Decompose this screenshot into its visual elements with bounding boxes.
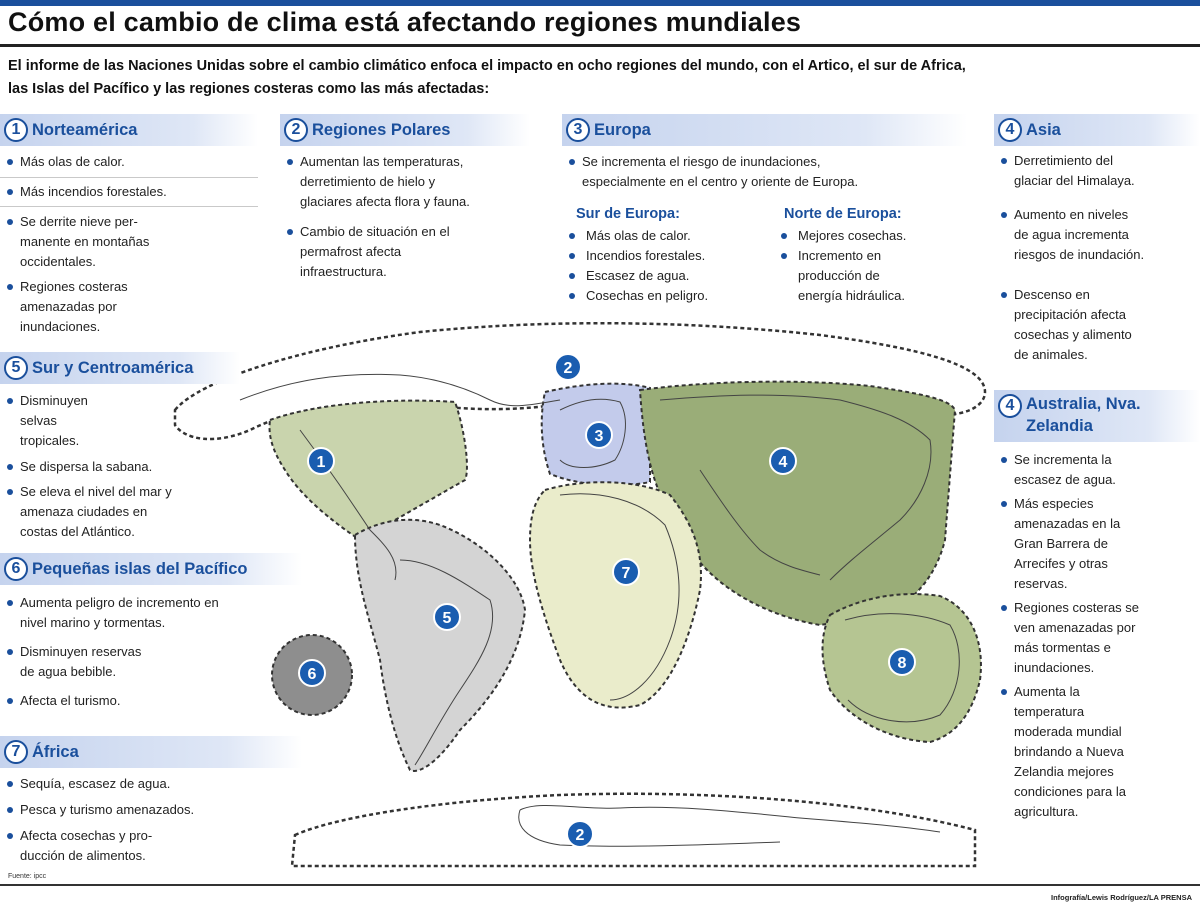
section-header [994, 390, 1200, 442]
section-europa [562, 114, 967, 306]
section-surcentro [0, 352, 240, 542]
section-number: 2 [284, 118, 308, 142]
source-credit: Fuente: ipcc [8, 873, 47, 880]
list-item: Más olas de calor. [0, 152, 258, 178]
section-title: Australia, Nva. Zelandia [1026, 395, 1141, 435]
page-title: Cómo el cambio de clima está afectando regiones mundiales [8, 7, 802, 37]
section-title: Asia [1026, 120, 1061, 139]
section-number: 7 [4, 740, 28, 764]
list-item: Sequía, escasez de agua. [0, 774, 302, 794]
list-item: Regiones costeras amenazadas por inundaciones. [0, 277, 258, 337]
section-number: 1 [4, 118, 28, 142]
section-header [562, 114, 967, 146]
section-header [0, 114, 258, 146]
list-item: Más especies amenazadas en la Gran Barrera de Arrecifes y otras reservas. [994, 494, 1200, 594]
section-title: Europa [594, 120, 651, 139]
sur-europa-title: Sur de Europa: [576, 206, 680, 222]
list-item: Cosechas en peligro. [562, 286, 774, 306]
sur-europa [562, 204, 774, 306]
list-item: Derretimiento del glaciar del Himalaya. [994, 151, 1200, 191]
norte-europa [774, 204, 964, 306]
list-item: Se incrementa el riesgo de inundaciones, especialmente en el centro y oriente de Europa. [562, 152, 967, 192]
marker-6 [299, 660, 325, 686]
section-header [994, 114, 1200, 146]
section-norteamerica [0, 114, 258, 337]
svg-text:7: 7 [621, 565, 631, 582]
section-australia [994, 390, 1200, 822]
section-asia [994, 114, 1200, 365]
list-item: Se derrite nieve per- manente en montañas occidentales. [0, 212, 258, 272]
list-item: Más incendios forestales. [0, 182, 258, 207]
list-item: Aumento en niveles de agua incrementa riesgos de inundación. [994, 205, 1200, 265]
list-item: Incendios forestales. [562, 246, 774, 266]
list-item: Afecta el turismo. [0, 691, 302, 711]
section-title: Sur y Centroamérica [32, 358, 194, 377]
list-item: Incremento en producción de energía hidráulica. [774, 246, 964, 306]
list-item: Se incrementa la escasez de agua. [994, 450, 1200, 490]
section-number: 3 [566, 118, 590, 142]
marker-2-antarctica [567, 821, 593, 847]
title-divider [0, 44, 1200, 47]
marker-2-arctic [555, 354, 581, 380]
section-header [280, 114, 530, 146]
list-item: Mejores cosechas. [774, 226, 964, 246]
section-title: Pequeñas islas del Pacífico [32, 559, 248, 578]
list-item: Se dispersa la sabana. [0, 457, 240, 477]
section-number: 5 [4, 356, 28, 380]
svg-text:1: 1 [316, 454, 326, 471]
section-header [0, 736, 302, 768]
list-item: Aumenta peligro de incremento en nivel marino y tormentas. [0, 593, 302, 633]
marker-1 [308, 448, 334, 474]
marker-8 [889, 649, 915, 675]
list-item: Más olas de calor. [562, 226, 774, 246]
intro-line-2: las Islas del Pacífico y las regiones costeras como las más afectadas: [8, 81, 490, 97]
section-title: África [32, 742, 79, 761]
section-number: 6 [4, 557, 28, 581]
section-title: Norteamérica [32, 120, 138, 139]
intro-text [8, 55, 1188, 101]
marker-3 [586, 422, 612, 448]
list-item: Se eleva el nivel del mar y amenaza ciudades en costas del Atlántico. [0, 482, 240, 542]
svg-text:2: 2 [563, 360, 573, 377]
svg-text:4: 4 [778, 454, 788, 471]
southamerica-region [355, 520, 525, 771]
marker-4 [770, 448, 796, 474]
section-africa [0, 736, 302, 866]
list-item: Disminuyen selvas tropicales. [0, 391, 240, 451]
svg-text:5: 5 [442, 610, 452, 627]
svg-text:2: 2 [575, 827, 585, 844]
list-item: Escasez de agua. [562, 266, 774, 286]
list-item: Aumenta la temperatura moderada mundial brindando a Nueva Zelandia mejores condiciones para la agricultura. [994, 682, 1200, 822]
section-polares [280, 114, 530, 282]
africa-region [530, 482, 701, 707]
list-item: Aumentan las temperaturas, derretimiento de hielo y glaciares afecta flora y fauna. [280, 152, 530, 212]
section-number: 4 [998, 118, 1022, 142]
list-item: Regiones costeras se ven amenazadas por más tormentas e inundaciones. [994, 598, 1200, 678]
top-accent-bar [0, 0, 1200, 6]
marker-5 [434, 604, 460, 630]
list-item: Cambio de situación en el permafrost afecta infraestructura. [280, 222, 530, 282]
section-header [0, 352, 240, 384]
section-pacifico [0, 553, 302, 711]
svg-text:3: 3 [594, 428, 604, 445]
section-number: 4 [998, 394, 1022, 418]
norte-europa-title: Norte de Europa: [784, 206, 902, 222]
bottom-divider [0, 884, 1200, 886]
list-item: Pesca y turismo amenazados. [0, 800, 302, 820]
antarctica-region [292, 794, 975, 866]
list-item: Descenso en precipitación afecta cosechas y alimento de animales. [994, 285, 1200, 365]
section-header [0, 553, 302, 585]
list-item: Disminuyen reservas de agua bebible. [0, 642, 302, 682]
northamerica-region [270, 401, 467, 540]
intro-line-1: El informe de las Naciones Unidas sobre el cambio climático enfoca el impacto en ocho regiones del mundo, con el Artico, el sur de Africa, [8, 58, 966, 74]
author-credit: Infografía/Lewis Rodríguez/LA PRENSA [1051, 893, 1192, 902]
svg-text:8: 8 [897, 655, 907, 672]
marker-7 [613, 559, 639, 585]
svg-text:6: 6 [307, 666, 317, 683]
section-title: Regiones Polares [312, 120, 451, 139]
list-item: Afecta cosechas y pro- ducción de alimentos. [0, 826, 302, 866]
